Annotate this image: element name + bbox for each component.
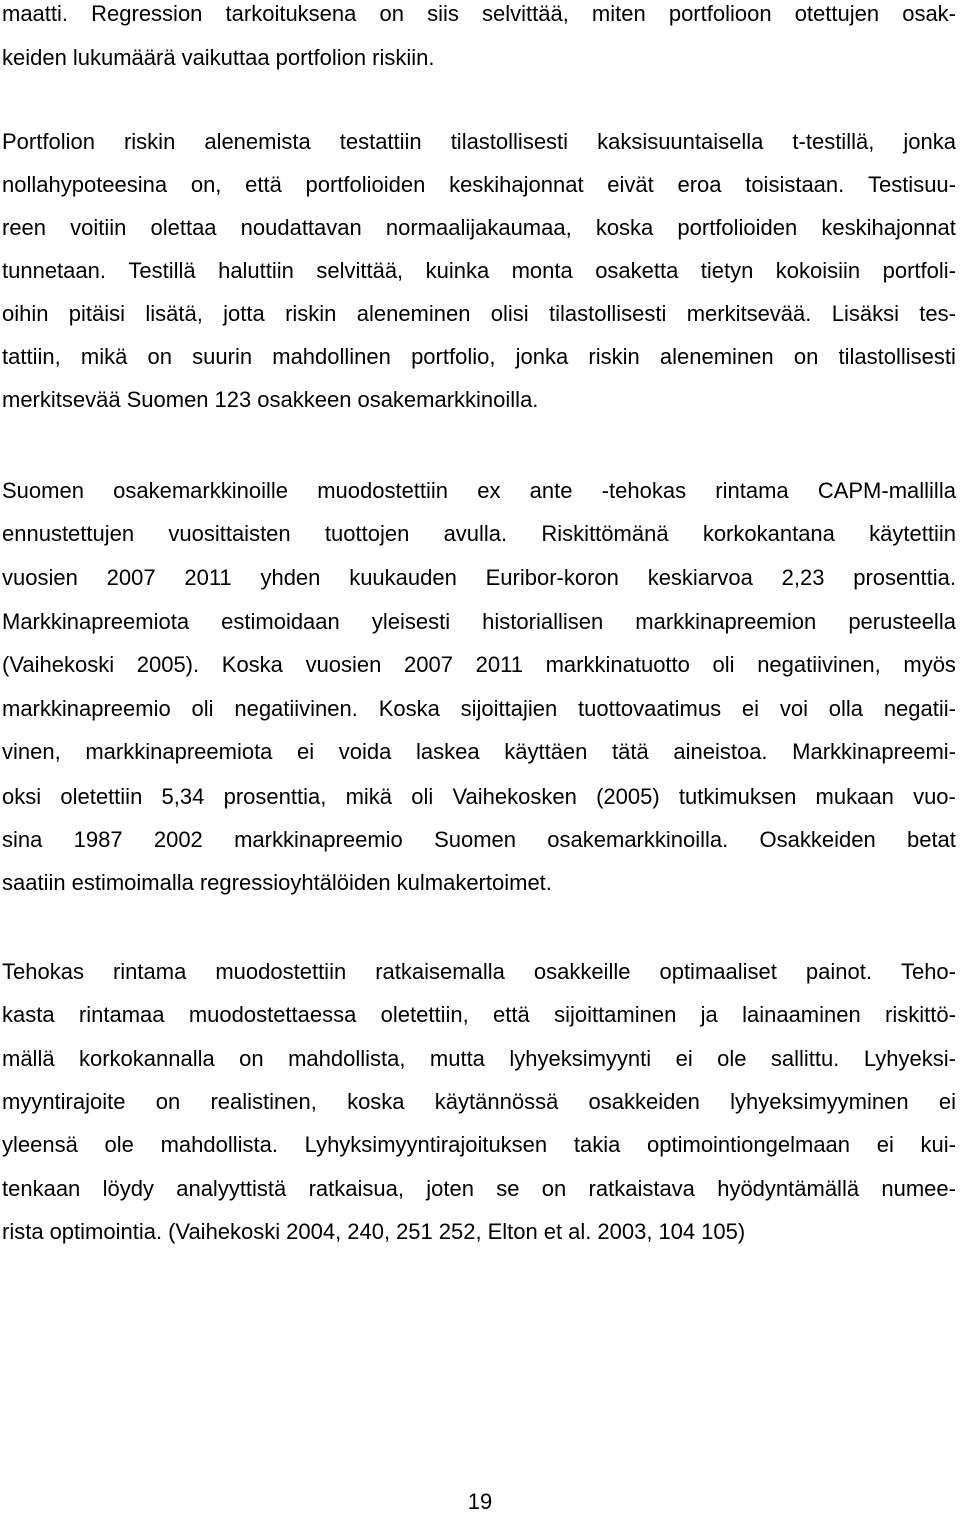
word: miten [591,1,646,26]
word: optimaaliset [659,959,777,984]
word: myyntirajoite [2,1089,126,1114]
text-line [2,477,956,505]
word: Suomen [2,478,84,503]
word: eroa [677,172,722,197]
word: sallittu. [770,1046,840,1071]
word: muodostettiin [317,478,449,503]
word: Testillä [128,258,196,283]
word: kulmakertoimet. [396,870,552,895]
word: muodostettaessa [188,1002,357,1027]
word: testattiin [339,129,422,154]
word: käytännössä [434,1089,559,1114]
word: 240, [347,1219,391,1244]
text-line [2,343,956,371]
word: rintama [112,959,187,984]
word: ante [529,478,573,503]
word: osakkeen [257,387,352,412]
word: ratkaisemalla [375,959,505,984]
word: analyyttistä [176,1176,287,1201]
word: sijoittajien [460,696,558,721]
word: oli [411,784,434,809]
text-line [2,1045,956,1073]
word: joten [426,1176,474,1201]
word: käytettiin [869,521,956,546]
word: Tehokas [2,959,84,984]
word: numee- [881,1176,956,1201]
word: (Vaihekoski [2,652,115,677]
text-line [2,1088,956,1116]
word: keskiarvoa [647,565,753,590]
text-line [2,564,956,592]
word: yleisesti [371,609,451,634]
word: muodostettiin [215,959,347,984]
word: Suomen [434,827,517,852]
word: olla [828,696,864,721]
word: tes- [919,301,956,326]
word: mikä [345,784,393,809]
word: merkitsevää. [686,301,812,326]
word: osakkeiden [588,1089,700,1114]
word: tutkimuksen [678,784,797,809]
word: tilastollisesti [450,129,569,154]
word: ei [876,1132,894,1157]
word: tätä [612,739,649,764]
word: aineistoa. [673,739,768,764]
word: 251 [396,1219,433,1244]
word: voi [779,696,808,721]
word: laskea [416,739,480,764]
text-line [2,214,956,242]
text-line [2,0,956,28]
word: sijoittaminen [554,1002,677,1027]
word: rista [2,1219,44,1244]
word: (Vaihekoski [168,1219,281,1244]
word: jotta [223,301,265,326]
word: prosenttia. [853,565,956,590]
word: Osakkeiden [759,827,876,852]
word: merkitsevää [2,387,121,412]
word: negatiivinen. [234,696,358,721]
word: mahdollinen [272,344,391,369]
word: on [793,344,819,369]
word: kasta [2,1002,55,1027]
word: oksi [2,784,42,809]
word: 2005). [136,652,200,677]
word: al. [568,1219,592,1244]
word: historiallisen [482,609,604,634]
word: mällä [2,1046,55,1071]
word: ja [700,1002,718,1027]
word: et [543,1219,563,1244]
text-line [2,958,956,986]
word: myös [903,652,956,677]
word: oli [712,652,735,677]
word: mahdollista. [160,1132,278,1157]
word: osakkeille [533,959,631,984]
word: tilastollisesti [549,301,667,326]
word: osaketta [595,258,679,283]
word: sina [2,827,43,852]
page-number: 19 [467,1489,493,1514]
word: ole [717,1046,747,1071]
word: koska [595,215,654,240]
word: Teho- [900,959,956,984]
word: ratkaistava [588,1176,695,1201]
word: käyttäen [504,739,588,764]
word: Koska [221,652,283,677]
text-line [2,300,956,328]
word: riskin [123,129,176,154]
word: portfolioiden [305,172,426,197]
word: Vaihekosken [452,784,577,809]
word: 105) [701,1219,746,1244]
word: 123 [214,387,252,412]
word: ratkaisua, [308,1176,404,1201]
word: ennustettujen [2,521,135,546]
word: kuinka [425,258,490,283]
word: mikä [80,344,128,369]
word: normaalijakaumaa, [385,215,572,240]
word: tunnetaan. [2,258,106,283]
word: kaksisuuntaisella [597,129,764,154]
word: portfolio, [411,344,496,369]
text-line [2,783,956,811]
word: osakemarkkinoille [113,478,288,503]
word: 252, [438,1219,482,1244]
text-line [2,738,956,766]
word: portfolioon [668,1,772,26]
word: mahdollista, [288,1046,406,1071]
word: 2011 [184,565,232,590]
text-line [2,608,956,636]
word: ei [741,696,760,721]
word: 2003, [597,1219,653,1244]
word: osak- [902,1,956,26]
word: nollahypoteesina [2,172,168,197]
word: voida [338,739,392,764]
word: estimoidaan [221,609,340,634]
word: lyhyeksimyynti [509,1046,652,1071]
word: on [147,344,172,369]
word: tilastollisesti [838,344,956,369]
word: oihin [2,301,49,326]
word: on [155,1089,181,1114]
word: löydy [102,1176,154,1201]
word: haluttiin [218,258,294,283]
word: portfolioiden [677,215,798,240]
word: markkinapreemion [635,609,817,634]
text-line [2,171,956,199]
word: riskiin. [372,45,435,70]
word: portfoli- [882,258,956,283]
word: otettujen [794,1,880,26]
text-line [2,386,956,414]
word: tietyn [700,258,754,283]
word: tuottojen [324,521,410,546]
word: vuosittaisten [168,521,291,546]
word: kokoisiin [775,258,861,283]
text-line [2,1131,956,1159]
word: vuo- [913,784,956,809]
word: takia [573,1132,621,1157]
text-line [2,695,956,723]
word: betat [906,827,956,852]
word: voitiin [70,215,127,240]
word: että [245,172,282,197]
word: realistinen, [210,1089,317,1114]
word: tuottovaatimus [578,696,722,721]
word: vinen, [2,739,61,764]
word: Testisuu- [867,172,956,197]
word: yhden [260,565,321,590]
word: tarkoituksena [225,1,357,26]
word: Portfolion [2,129,95,154]
word: markkinapreemio [234,827,403,852]
word: vaikuttaa [181,45,270,70]
word: keskihajonnat [821,215,956,240]
word: siis [427,1,459,26]
word: kui- [920,1132,956,1157]
word: reen [2,215,47,240]
text-line [2,1001,956,1029]
word: lukumäärä [72,45,176,70]
word: Elton [487,1219,538,1244]
word: selvittää, [316,258,404,283]
word: pitäisi [68,301,126,326]
word: ei [938,1089,956,1114]
word: selvittää, [481,1,569,26]
word: riskin [285,301,337,326]
word: 5,34 [161,784,205,809]
word: ei [297,739,315,764]
word: ex [477,478,501,503]
word: mutta [429,1046,485,1071]
word: lisätä, [145,301,203,326]
word: painot. [805,959,872,984]
word: olettaa [150,215,217,240]
word: osakemarkkinoilla. [357,387,539,412]
word: jonka [903,129,956,154]
word: jonka [515,344,569,369]
word: 2007 [404,652,453,677]
word: 2,23 [781,565,825,590]
word: optimointia. [49,1219,163,1244]
word: -tehokas [601,478,687,503]
word: Koska [378,696,440,721]
word: riskittö- [885,1002,956,1027]
word: 2011 [475,652,523,677]
word: markkinatuotto [545,652,690,677]
text-line [2,1218,956,1246]
word: suurin [192,344,253,369]
word: on [541,1176,567,1201]
word: riskin [588,344,640,369]
word: vuosien [2,565,78,590]
word: negatii- [883,696,956,721]
word: perusteella [848,609,956,634]
word: rintama [715,478,789,503]
word: tenkaan [2,1176,81,1201]
word: aleneminen [356,301,471,326]
word: lainaaminen [742,1002,861,1027]
word: vuosien [305,652,382,677]
word: Suomen [126,387,209,412]
word: mukaan [815,784,894,809]
word: tattiin, [2,344,61,369]
word: regressioyhtälöiden [199,870,391,895]
word: Lyhyksimyyntirajoituksen [304,1132,548,1157]
text-line [2,520,956,548]
word: optimointiongelmaan [647,1132,851,1157]
word: keiden [2,45,67,70]
word: lyhyeksimyyminen [730,1089,909,1114]
text-line [2,651,956,679]
text-line [2,1175,956,1203]
word: rintamaa [78,1002,165,1027]
text-line [2,257,956,285]
word: Lyhyeksi- [863,1046,956,1071]
word: monta [511,258,573,283]
text-line [2,869,956,897]
word: ei [675,1046,693,1071]
word: CAPM-mallilla [817,478,956,503]
word: korkokannalla [79,1046,215,1071]
word: eivät [607,172,654,197]
word: Markkinapreemi- [792,739,956,764]
word: osakemarkkinoilla. [547,827,729,852]
word: t-testillä, [792,129,875,154]
word: koska [347,1089,405,1114]
word: Euribor-koron [485,565,619,590]
word: Lisäksi [831,301,899,326]
word: (2005) [596,784,660,809]
word: keskihajonnat [449,172,584,197]
word: negatiivinen, [757,652,881,677]
word: on [379,1,404,26]
text-line [2,826,956,854]
word: estimoimalla [71,870,194,895]
word: korkokantana [702,521,835,546]
word: maatti. [2,1,69,26]
word: oletettiin, [380,1002,469,1027]
word: prosenttia, [223,784,327,809]
word: oletettiin [60,784,143,809]
word: hyödyntämällä [717,1176,860,1201]
word: saatiin [2,870,66,895]
text-line [2,44,956,72]
word: avulla. [443,521,508,546]
word: se [496,1176,520,1201]
word: 2002 [153,827,203,852]
word: 1987 [73,827,123,852]
word: markkinapreemiota [85,739,273,764]
word: olisi [490,301,529,326]
word: portfolion [275,45,367,70]
word: että [493,1002,530,1027]
word: oli [191,696,214,721]
word: kuukauden [349,565,457,590]
word: Regression [91,1,203,26]
word: ole [104,1132,134,1157]
word: noudattavan [240,215,362,240]
word: Riskittömänä [541,521,669,546]
word: 104 [658,1219,696,1244]
word: 2004, [286,1219,342,1244]
word: alenemista [204,129,311,154]
word: aleneminen [659,344,774,369]
word: yleensä [2,1132,78,1157]
word: Markkinapreemiota [2,609,190,634]
word: toisistaan. [745,172,845,197]
word: 2007 [106,565,156,590]
text-line [2,128,956,156]
word: on [239,1046,264,1071]
word: markkinapreemio [2,696,171,721]
word: on, [190,172,222,197]
